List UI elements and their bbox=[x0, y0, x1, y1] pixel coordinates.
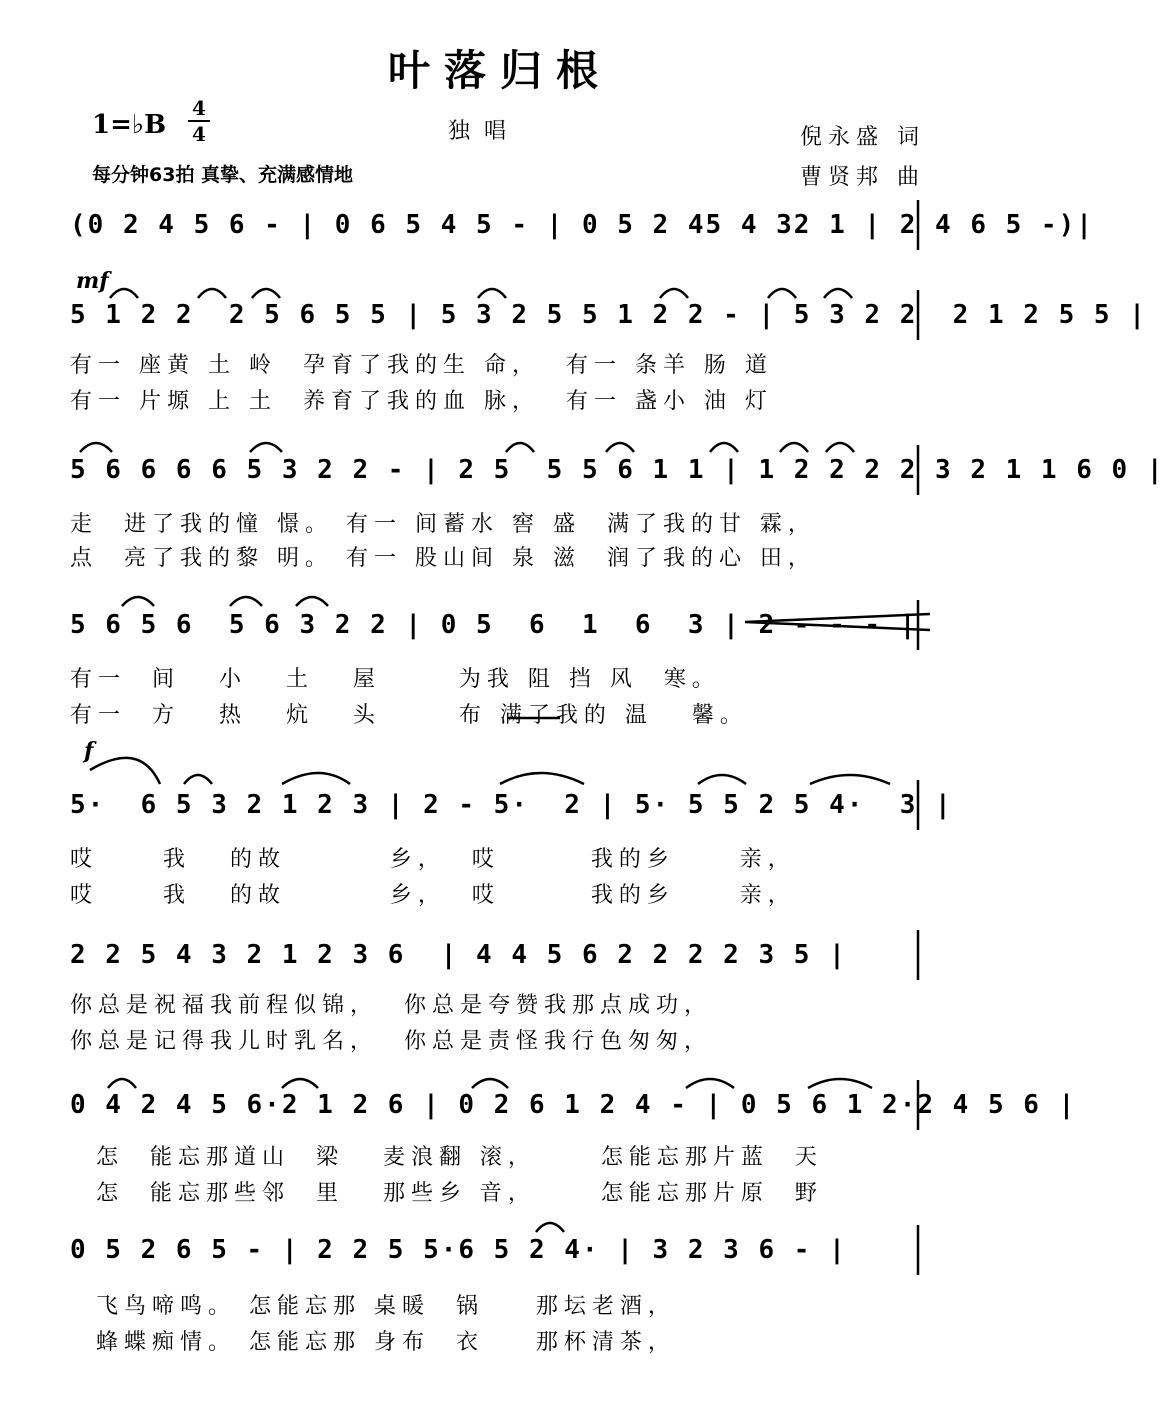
page-title: 叶落归根 bbox=[387, 46, 612, 95]
slur-mark bbox=[698, 775, 746, 784]
lyric-verse-2: 怎 能忘那些邻 里 那些乡 音， 怎能忘那片原 野 bbox=[70, 1181, 823, 1206]
lyric-verse-1: 怎 能忘那道山 梁 麦浪翻 滚， 怎能忘那片蓝 天 bbox=[70, 1145, 823, 1170]
crescendo-mark bbox=[745, 614, 930, 630]
slur-mark bbox=[296, 597, 328, 606]
slur-mark bbox=[184, 775, 212, 784]
slur-mark bbox=[686, 1079, 734, 1088]
slur-mark bbox=[768, 289, 796, 298]
slur-mark bbox=[282, 1079, 318, 1088]
lyric-verse-1: 飞鸟啼鸣。 怎能忘那 桌暖 锅 那坛老酒， bbox=[70, 1294, 676, 1319]
slur-mark bbox=[108, 1079, 136, 1088]
slur-mark bbox=[500, 773, 584, 784]
lyric-verse-2: 你总是记得我儿时乳名， 你总是责怪我行色匆匆， bbox=[70, 1029, 712, 1054]
performance-type: 独唱 bbox=[448, 119, 521, 144]
slur-mark bbox=[110, 289, 138, 298]
slur-mark bbox=[250, 443, 282, 452]
slur-mark bbox=[826, 443, 854, 452]
slur-mark bbox=[606, 443, 634, 452]
lyric-verse-2: 蜂蝶痴情。 怎能忘那 身布 衣 那杯清茶， bbox=[70, 1330, 676, 1355]
slur-mark bbox=[536, 1223, 564, 1232]
time-numerator: 4 bbox=[188, 96, 210, 122]
lyric-verse-1: 走 进了我的憧 憬。 有一 间蓄水 窖 盛 满了我的甘 霖， bbox=[70, 512, 816, 537]
lyric-verse-1: 有一 座黄 土 岭 孕育了我的生 命， 有一 条羊 肠 道 bbox=[70, 353, 773, 378]
slur-mark bbox=[198, 289, 226, 298]
slur-mark bbox=[710, 443, 738, 452]
lyric-verse-2: 有一 方 热 炕 头 布 满了我的 温 馨。 bbox=[70, 703, 748, 728]
slur-mark bbox=[472, 1079, 508, 1088]
dynamic-mf: mf bbox=[76, 268, 109, 294]
notation-line: 5 1 2 2 2 5 6 5 5 | 5 3 2 5 5 1 2 2 - | 5 3 2 2 2 1 2 5 5 | bbox=[70, 300, 1147, 330]
slur-mark bbox=[90, 758, 160, 784]
lyric-verse-1: 哎 我 的故 乡， 哎 我的乡 亲， bbox=[70, 847, 796, 872]
slur-mark bbox=[824, 289, 852, 298]
composer-credit: 曹贤邦 曲 bbox=[800, 165, 925, 190]
lyric-verse-2: 哎 我 的故 乡， 哎 我的乡 亲， bbox=[70, 883, 796, 908]
slur-mark bbox=[506, 443, 534, 452]
dynamic-f: f bbox=[84, 738, 94, 764]
key-prefix: 1=♭B bbox=[92, 110, 167, 140]
notation-line: 0 5 2 6 5 - | 2 2 5 5·6 5 2 4· | 3 2 3 6 - | bbox=[70, 1235, 847, 1265]
lyric-verse-1: 有一 间 小 土 屋 为我 阻 挡 风 寒。 bbox=[70, 667, 720, 692]
notation-line: (0 2 4 5 6 - | 0 6 5 4 5 - | 0 5 2 45 4 32 1 | 2 4 6 5 -)| bbox=[70, 210, 1094, 240]
notation-line: 5 6 5 6 5 6 3 2 2 | 0 5 6 1 6 3 | 2 - - - | bbox=[70, 610, 918, 640]
slur-mark bbox=[478, 289, 506, 298]
lyric-verse-2: 点 亮了我的黎 明。 有一 股山间 泉 滋 润了我的心 田， bbox=[70, 546, 816, 571]
notation-line: 0 4 2 4 5 6·2 1 2 6 | 0 2 6 1 2 4 - | 0 5 6 1 2·2 4 5 6 | bbox=[70, 1090, 1077, 1120]
slur-mark bbox=[780, 443, 808, 452]
notation-line: 5· 6 5 3 2 1 2 3 | 2 - 5· 2 | 5· 5 5 2 5 4· 3 | bbox=[70, 790, 953, 820]
notation-line: 2 2 5 4 3 2 1 2 3 6 | 4 4 5 6 2 2 2 2 3 5 | bbox=[70, 940, 847, 970]
lyricist-credit: 倪永盛 词 bbox=[800, 125, 925, 150]
slur-mark bbox=[230, 597, 262, 606]
slur-mark bbox=[282, 773, 350, 784]
notation-line: 5 6 6 6 6 5 3 2 2 - | 2 5 5 5 6 1 1 | 1 2 2 2 2 3 2 1 1 6 0 | bbox=[70, 455, 1165, 485]
slur-mark bbox=[808, 1079, 872, 1088]
time-denominator: 4 bbox=[192, 122, 206, 146]
slur-mark bbox=[122, 597, 154, 606]
slur-mark bbox=[80, 443, 112, 452]
lyric-verse-1: 你总是祝福我前程似锦， 你总是夸赞我那点成功， bbox=[70, 993, 712, 1018]
lyric-verse-2: 有一 片塬 上 土 养育了我的血 脉， 有一 盏小 油 灯 bbox=[70, 389, 773, 414]
tempo-marking: 每分钟63拍 真挚、充满感情地 bbox=[92, 164, 354, 186]
slur-mark bbox=[810, 775, 890, 784]
slur-mark bbox=[252, 289, 280, 298]
slur-mark bbox=[660, 289, 688, 298]
